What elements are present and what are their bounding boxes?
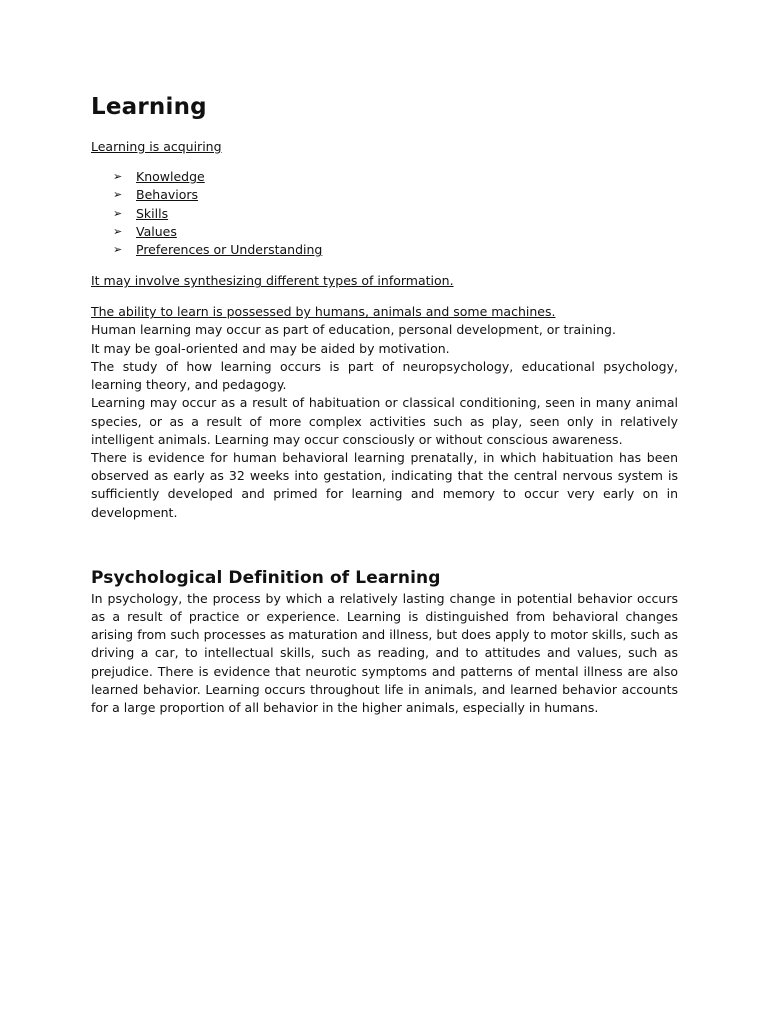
list-item xyxy=(91,241,678,259)
body-paragraph: There is evidence for human behavioral learning prenatally, in which habituation has been observed as early as 32 weeks into gestation, indicating that the central nervous system is sufficiently developed and primed for learning and memory to occur very early on in development. xyxy=(91,449,678,520)
body-paragraph: The study of how learning occurs is part of neuropsychology, educational psychology, learning theory, and pedagogy. xyxy=(91,358,678,393)
arrow-bullet-icon: ➢ xyxy=(113,243,123,257)
document-title: Learning xyxy=(91,94,207,120)
list-item-label: Values xyxy=(136,223,177,239)
list-item xyxy=(91,168,678,186)
document-page xyxy=(91,92,678,717)
body-paragraph: Human learning may occur as part of education, personal development, or training. xyxy=(91,322,616,338)
arrow-bullet-icon: ➢ xyxy=(113,206,123,220)
list-item xyxy=(91,223,678,241)
intro-line: Learning is acquiring xyxy=(91,139,222,154)
arrow-bullet-icon: ➢ xyxy=(113,188,123,202)
arrow-bullet-icon: ➢ xyxy=(113,170,123,183)
underlined-statement: It may involve synthesizing different types of information. xyxy=(91,273,454,289)
underlined-statement: The ability to learn is possessed by humans, animals and some machines. xyxy=(91,304,556,320)
body-paragraph: Learning may occur as a result of habituation or classical conditioning, seen in many animal species, or as a result of more complex activities such as play, seen only in relatively intelligent animals. Learning may occur consciously or without conscious awareness. xyxy=(91,395,678,447)
list-item xyxy=(91,205,678,223)
list-item-label: Skills xyxy=(136,205,169,221)
arrow-bullet-icon: ➢ xyxy=(113,224,123,238)
bullet-list xyxy=(91,168,678,259)
section-paragraph: In psychology, the process by which a relatively lasting change in potential behavior occurs as a result of practice or experience. Learning is distinguished from behavioral changes arising from such processes as maturation and illness, but does apply to motor skills, such as driving a car, to intellectual skills, such as reading, and to attitudes and values, such as prejudice. There is evidence that neurotic symptoms and patterns of mental illness are also learned behavior. Learning occurs throughout life in animals, and learned behavior accounts for a large proportion of all behavior in the higher animals, especially in humans. xyxy=(91,590,678,715)
body-paragraph: It may be goal-oriented and may be aided by motivation. xyxy=(91,340,450,356)
section-heading: Psychological Definition of Learning xyxy=(91,567,441,588)
list-item-label: Behaviors xyxy=(136,187,199,203)
list-item-label: Preferences or Understanding xyxy=(136,242,323,258)
list-item-label: Knowledge xyxy=(136,169,205,184)
list-item xyxy=(91,186,678,204)
